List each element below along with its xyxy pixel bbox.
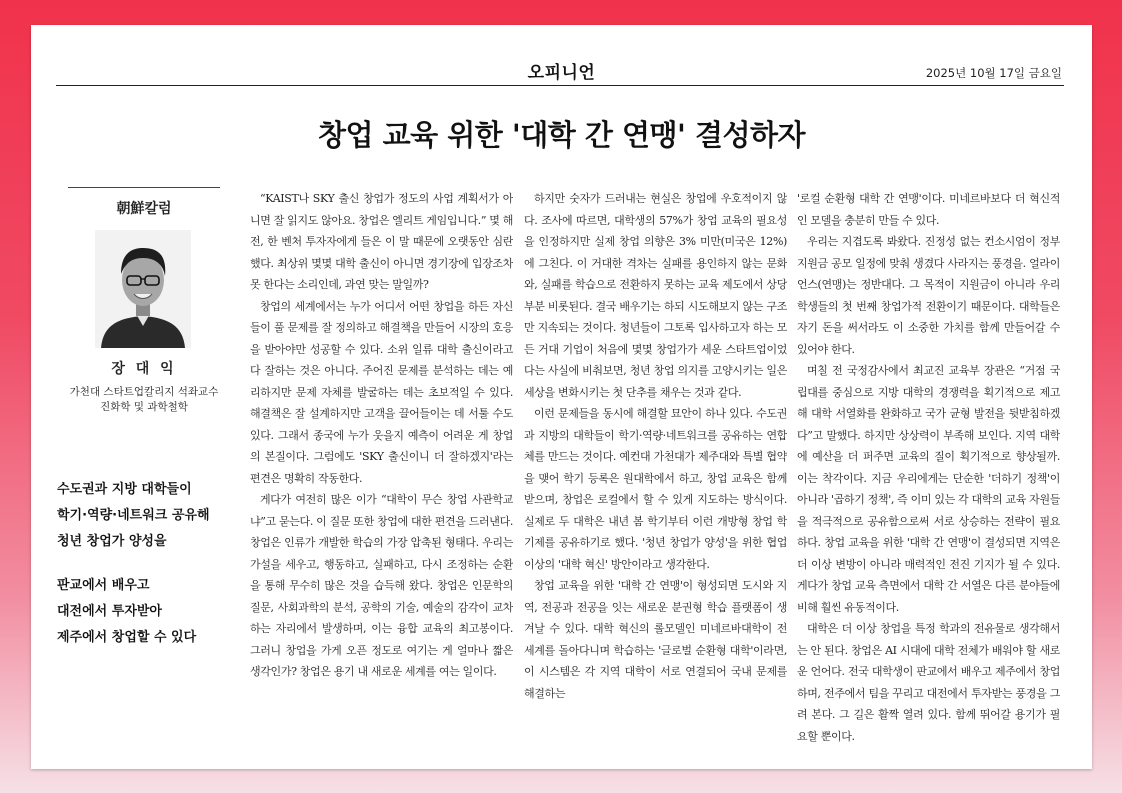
article-headline: 창업 교육 위한 '대학 간 연맹' 결성하자 xyxy=(317,118,806,152)
summary-line: 학기·역량·네트워크 공유해 xyxy=(57,508,210,523)
paragraph: 창업 교육을 위한 '대학 간 연맹'이 형성되면 도시와 지역, 전공과 전공을 잇는 새로운 분권형 학습 플랫폼이 생겨날 수 있다. 대학 혁신의 롤모델인 미네르바대학이 전 세계를 돌아다니며 학습하는 '글로벌 순환형 대학'이라면, 이 시스템은 각 지역 대학이 서로 연결되어 국내 문제를 해결하는 xyxy=(524,579,787,700)
header-divider xyxy=(56,85,1064,86)
paragraph: 우리는 지겹도록 봐왔다. 진정성 없는 컨소시엄이 정부 지원금 공모 일정에 맞춰 생겼다 사라지는 풍경을. 얼라이언스(연맹)는 정반대다. 그 목적이 지원금이 아니라 우리 학생들의 첫 번째 창업가적 전환이기 때문이다. 대학들은 자기 돈을 써서라도 이 소중한 가치를 함께 만들어갈 수 있어야 한다. xyxy=(797,235,1060,356)
paragraph: 며칠 전 국정감사에서 최교진 교육부 장관은 “거점 국립대를 중심으로 지방 대학의 경쟁력을 획기적으로 제고해 대학 서열화를 완화하고 국가 균형 발전을 뒷받침하겠다”고 말했다. 하지만 상상력이 부족해 보인다. 지역 대학에 예산을 더 퍼주면 교육의 질이 획기적으로 향상될까. 이는 착각이다. 지금 우리에게는 단순한 '더하기 정책'이 아니라 '곱하기 정책', 즉 이미 있는 각 대학의 교육 자원들을 적극적으로 공유함으로써 서로 상승하는 전략이 필요하다. 창업 교육을 위한 '대학 간 연맹'이 결성되면 지역은 더 이상 변방이 아니라 매력적인 전진 기지가 될 수 있다. 게다가 창업 교육 측면에서 대학 간 서열은 다른 분야들에 비해 훨씬 유동적이다. xyxy=(797,364,1060,614)
paragraph: 게다가 여전히 많은 이가 “대학이 무슨 창업 사관학교냐”고 묻는다. 이 질문 또한 창업에 대한 편견을 드러낸다. 창업은 인류가 개발한 학습의 가장 압축된 형태다. 우리는 가설을 세우고, 행동하고, 실패하고, 다시 조정하는 순환을 통해 무수히 많은 것을 습득해 왔다. 창업은 인문학의 질문, 사회과학의 분석, 공학의 기술, 예술의 감각이 교차하는 자리에서 발생하며, 이는 융합 교육의 최고봉이다. 그러니 창업을 가게 오픈 정도로 여기는 게 얼마나 짧은 생각인가? 창업은 용기 내 새로운 세계를 여는 일이다. xyxy=(250,493,513,678)
column-name: 朝鮮칼럼 xyxy=(116,201,172,217)
summary-line: 수도권과 지방 대학들이 xyxy=(57,482,192,497)
summary-line: 제주에서 창업할 수 있다 xyxy=(57,630,197,645)
affiliation-line: 진화학 및 과학철학 xyxy=(100,401,188,413)
summary-line: 판교에서 배우고 xyxy=(57,578,150,593)
author-photo xyxy=(95,230,191,348)
section-title: 오피니언 xyxy=(527,63,596,83)
paragraph: 이런 문제들을 동시에 해결할 묘안이 하나 있다. 수도권과 지방의 대학들이 학기·역량·네트워크를 공유하는 연합체를 만드는 것이다. 예컨대 가천대가 제주대와 특별 협약을 맺어 학기 등록은 원대학에서 하고, 창업 교육은 함께 받으며, 창업은 로컬에서 할 수 있게 지도하는 방식이다. 실제로 두 대학은 내년 봄 학기부터 이런 개방형 창업 학기제를 공유하기로 했다. '청년 창업가 양성'을 위한 협업 이상의 '대학 혁신' 방안이라고 생각한다. xyxy=(524,407,787,571)
summary-block xyxy=(57,477,247,555)
paragraph: 창업의 세계에서는 누가 어디서 어떤 창업을 하든 자신들이 풀 문제를 잘 정의하고 해결책을 만들어 시장의 호응을 받아야만 성공할 수 있다. 소위 일류 대학 출신이라고 다 잘하는 것은 아니다. 주어진 문제를 분석하는 데는 예리하지만 문제 자체를 발굴하는 데는 초보적일 수 있다. 해결책은 잘 설계하지만 고객을 끌어들이는 데 서툴 수도 있다. 그래서 종국에 누가 웃을지 예측이 어려운 게 창업의 본질이다. 그럼에도 'SKY 출신이니 더 잘하겠지'라는 편견은 명확히 작동한다. xyxy=(250,299,513,485)
publication-date: 2025년 10월 17일 금요일 xyxy=(925,66,1062,80)
summary-line: 대전에서 투자받아 xyxy=(57,604,162,619)
summary-block xyxy=(57,573,247,651)
author-affiliation xyxy=(51,385,237,415)
author-name: 장 대 익 xyxy=(111,361,177,377)
paragraph: 하지만 숫자가 드러내는 현실은 창업에 우호적이지 않다. 조사에 따르면, 대학생의 57%가 창업 교육의 필요성을 인정하지만 실제 창업 의향은 3% 미만(미국은 12%)에 그친다. 이 거대한 격차는 실패를 용인하지 않는 문화와, 실패를 학습으로 전환하지 못하는 교육 제도에서 상당 부분 비롯된다. 결국 배우기는 하되 시도해보지 않는 구조만 지속되는 것이다. 청년들이 그토록 입사하고자 하는 모든 거대 기업이 처음에 몇몇 창업가가 세운 스타트업이었다는 사실에 비춰보면, 청년 창업 의지를 고양시키는 일은 세상을 변화시키는 첫 단추를 채우는 것과 같다. xyxy=(524,192,787,399)
paragraph: “KAIST나 SKY 출신 창업가 정도의 사업 계획서가 아니면 잘 읽지도 않아요. 창업은 엘리트 게임입니다.” 몇 해 전, 한 벤처 투자자에게 들은 이 말 때문에 오랫동안 심란했다. 최상위 몇몇 대학 출신이 아니면 경기장에 입장조차 못 한다는 소리인데, 과연 맞는 말일까? xyxy=(250,192,513,291)
newspaper-page xyxy=(31,25,1092,769)
affiliation-line: 가천대 스타트업칼리지 석좌교수 xyxy=(69,386,219,398)
summary-line: 청년 창업가 양성을 xyxy=(57,534,167,549)
body-column-3 xyxy=(797,188,1060,748)
paragraph: '로컬 순환형 대학 간 연맹'이다. 미네르바보다 더 혁신적인 모델을 충분히 만들 수 있다. xyxy=(797,192,1060,227)
sidebar-divider xyxy=(68,187,220,188)
body-column-2 xyxy=(524,188,787,748)
paragraph: 대학은 더 이상 창업을 특정 학과의 전유물로 생각해서는 안 된다. 창업은 AI 시대에 대학 전체가 배워야 할 새로운 언어다. 전국 대학생이 판교에서 배우고 제주에서 창업하며, 전주에서 팀을 꾸리고 대전에서 투자받는 풍경을 그려 본다. 그 길은 활짝 열려 있다. 함께 뛰어갈 용기가 필요할 뿐이다. xyxy=(797,622,1060,743)
body-column-1 xyxy=(250,188,513,748)
